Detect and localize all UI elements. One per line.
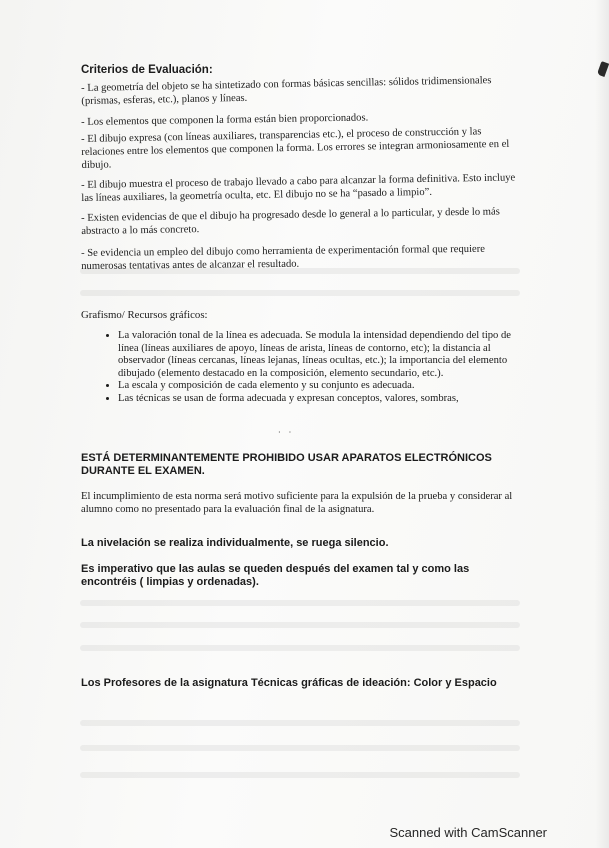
bleed-through-line [80, 290, 520, 296]
grafismo-bullet: • Las técnicas se usan de forma adecuada y expresan conceptos, valores, sombras, [118, 393, 530, 406]
bleed-through-line [80, 772, 520, 778]
bleed-through-line [80, 622, 520, 628]
grafismo-bullet: • La escala y composición de cada elemento y su conjunto es adecuada. [118, 380, 530, 393]
criterio-item: - Existen evidencias de que el dibujo ha progresado desde lo general a lo particular, y desde lo más abstracto a lo más concreto. [81, 206, 500, 237]
bleed-through-line [80, 720, 520, 726]
grafismo-bullet-list [100, 330, 530, 406]
criterio-item: - El dibujo muestra el proceso de trabajo llevado a cabo para alcanzar la forma definitiva. Esto incluye las líneas auxiliares, la geometría oculta, etc. El dibujo no se ha “pasado a limpio”. [81, 172, 516, 204]
criterios-heading: Criterios de Evaluación: [81, 64, 213, 76]
grafismo-heading: Grafismo/ Recursos gráficos: [81, 309, 208, 321]
profesores-signature: Los Profesores de la asignatura Técnicas gráficas de ideación: Color y Espacio [81, 677, 497, 689]
criterio-item: - La geometría del objeto se ha sintetizado con formas básicas sencillas: sólidos tridimensionales (prismas, esferas, etc.), planos y líneas. [81, 75, 492, 107]
page-edge-shadow [595, 0, 609, 848]
aulas-notice: Es imperativo que las aulas se queden después del examen tal y como las encontréis ( limpias y ordenadas). [81, 563, 470, 588]
criterio-item: - El dibujo expresa (con líneas auxiliares, transparencias etc.), el proceso de construcción y las relaciones entre los elementos que componen la forma. Los errores se integran armoniosamente en el dibujo. [81, 126, 510, 171]
criterio-item: - Se evidencia un empleo del dibujo como herramienta de experimentación formal que requiere numerosas tentativas antes de alcanzar el resultado. [81, 243, 485, 272]
nivelacion-notice: La nivelación se realiza individualmente, se ruega silencio. [81, 537, 389, 549]
ellipsis-dots: · · [278, 428, 295, 437]
bleed-through-line [80, 645, 520, 651]
criterio-item: - Los elementos que componen la forma están bien proporcionados. [81, 112, 369, 128]
consequence-text: El incumplimiento de esta norma será motivo suficiente para la expulsión de la prueba y considerar al alumno como no presentado para la evaluación final de la asignatura. [81, 491, 513, 515]
bleed-through-line [80, 600, 520, 606]
camscanner-watermark: Scanned with CamScanner [389, 825, 547, 840]
electronics-warning: ESTÁ DETERMINANTEMENTE PROHIBIDO USAR APARATOS ELECTRÓNICOS DURANTE EL EXAMEN. [81, 452, 492, 477]
bleed-through-line [80, 745, 520, 751]
grafismo-bullet: • La valoración tonal de la línea es adecuada. Se modula la intensidad dependiendo del tipo de línea (líneas auxiliares de apoyo, líneas de arista, líneas de contorno, etc); la distancia al observador (líneas cercanas, líneas lejanas, líneas ocultas, etc.); la importancia del elemento dibujado (elemento destacado en la composición, elemento secundario, etc.). [118, 330, 530, 380]
